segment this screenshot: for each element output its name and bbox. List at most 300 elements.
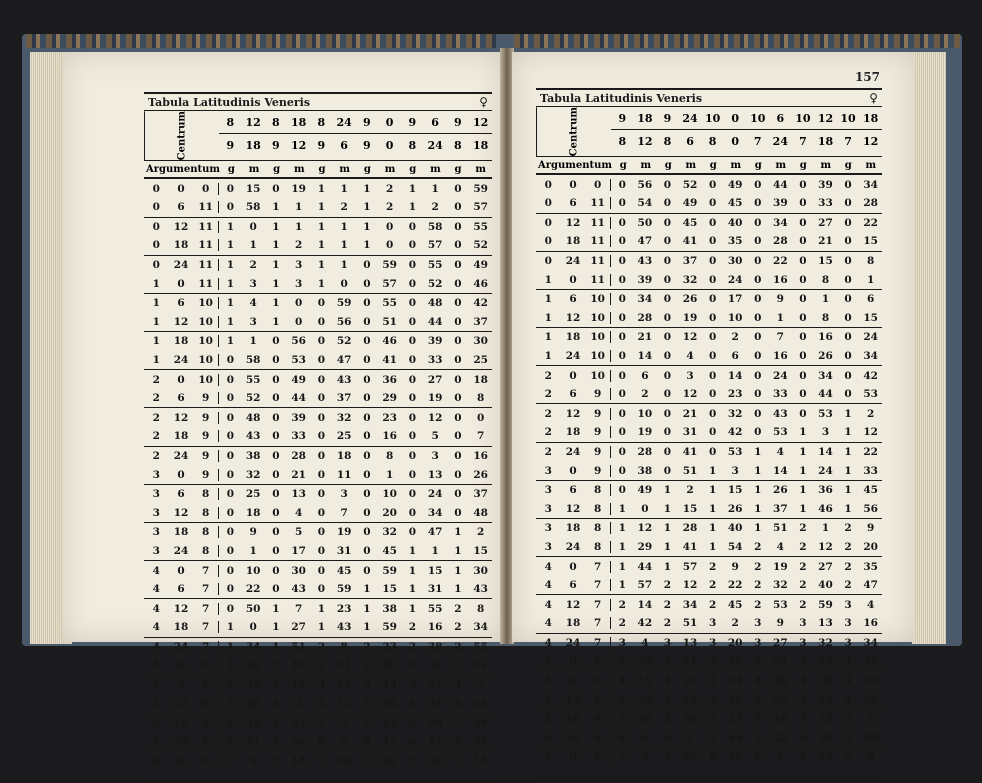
table-cell: 5 — [708, 713, 717, 726]
table-cell: 3 — [799, 655, 807, 668]
table-cell: 0 — [272, 506, 280, 519]
table-cell: 0 — [708, 178, 717, 191]
argument-value: 0 — [177, 659, 185, 672]
value-cells — [219, 335, 492, 347]
table-cell: 36 — [818, 484, 833, 497]
table-cell: 3 — [408, 679, 417, 692]
table-cell: 0 — [385, 220, 394, 233]
argument-cell — [536, 312, 611, 324]
table-row — [144, 370, 492, 389]
table-cell: 0 — [618, 349, 626, 362]
table-cell: 55 — [245, 373, 261, 386]
table-cell: 34 — [818, 369, 833, 382]
argument-value: 5 — [544, 693, 552, 706]
argument-value: 5 — [544, 731, 552, 744]
table-cell: 1 — [754, 484, 762, 497]
table-cell: 0 — [799, 293, 807, 306]
value-cells — [611, 579, 882, 591]
table-cell: 48 — [245, 697, 261, 710]
table-cell: 0 — [363, 411, 371, 424]
argument-value: 9 — [594, 445, 602, 458]
argument-value: 1 — [152, 315, 160, 328]
argument-value: 24 — [565, 255, 581, 268]
argument-label: Argumentum — [146, 163, 220, 175]
table-cell: 55 — [245, 679, 261, 692]
table-cell: 0 — [363, 564, 371, 577]
table-cell: 1 — [408, 182, 417, 195]
unit-label: m — [685, 159, 697, 171]
table-cell: 1 — [226, 335, 235, 348]
table-cell: 1 — [799, 464, 807, 477]
table-cell: 22 — [473, 659, 488, 672]
table-cell: 4 — [294, 506, 303, 519]
table-cell: 1 — [272, 201, 280, 214]
table-row — [144, 256, 492, 275]
unit-label: m — [475, 163, 487, 175]
table-cell: 1 — [708, 484, 717, 497]
table-cell: 56 — [818, 655, 833, 668]
table-cell: 0 — [708, 273, 717, 286]
table-cell: 53 — [637, 693, 653, 706]
table-cell: 26 — [682, 293, 698, 306]
argument-value: 6 — [569, 484, 577, 497]
argument-cell — [536, 255, 611, 267]
table-row — [144, 485, 492, 504]
table-cell: 43 — [637, 255, 653, 268]
table-cell: 0 — [408, 411, 417, 424]
value-cells — [611, 408, 882, 420]
table-cell: 1 — [799, 426, 807, 439]
table-cell: 5 — [708, 731, 717, 744]
argument-value: 10 — [590, 293, 605, 306]
value-cells — [219, 698, 492, 710]
table-cell: 0 — [454, 315, 462, 328]
table-cell: 0 — [226, 373, 235, 386]
table-row — [536, 194, 882, 214]
argument-value: 6 — [594, 751, 602, 764]
centrum-cell: 12 — [817, 111, 834, 125]
argument-value: 8 — [202, 544, 210, 557]
table-cell: 4 — [454, 679, 462, 692]
table-cell: 16 — [473, 449, 488, 462]
argument-value: 4 — [544, 579, 552, 592]
table-row — [536, 710, 882, 729]
centrum-row — [611, 107, 882, 129]
table-cell: 3 — [708, 636, 717, 649]
table-row — [536, 499, 882, 519]
table-cell: 1 — [408, 564, 417, 577]
table-cell: 1 — [844, 426, 852, 439]
argument-value: 24 — [565, 636, 581, 649]
argument-value: 5 — [152, 717, 160, 730]
table-cell: 53 — [818, 407, 833, 420]
table-cell: 24 — [773, 369, 788, 382]
argument-cell — [536, 579, 611, 591]
table-cell: 7 — [776, 331, 784, 344]
table-cell: 0 — [754, 349, 762, 362]
argument-cell — [144, 621, 219, 633]
table-row — [536, 443, 882, 462]
table-cell: 1 — [272, 315, 280, 328]
table-cell: 0 — [663, 388, 672, 401]
table-cell: 7 — [408, 755, 417, 768]
centrum-rows — [219, 111, 492, 160]
table-cell: 1 — [618, 579, 626, 592]
table-cell: 48 — [427, 297, 443, 310]
table-cell: 50 — [245, 602, 261, 615]
table-cell: 46 — [818, 502, 833, 515]
table-cell: 2 — [317, 640, 326, 653]
table-cell: 1 — [454, 544, 462, 557]
argument-cell — [144, 469, 219, 481]
argument-cell — [144, 488, 219, 500]
value-cells — [219, 278, 492, 290]
table-cell: 38 — [637, 464, 653, 477]
table-cell: 0 — [618, 426, 626, 439]
table-cell: 0 — [317, 392, 326, 405]
marbled-board-right — [514, 34, 960, 48]
table-row — [144, 599, 492, 618]
table-cell: 35 — [727, 235, 743, 248]
value-cells — [611, 713, 882, 725]
argument-value: 3 — [152, 468, 160, 481]
table-cell: 0 — [754, 426, 762, 439]
table-row — [144, 752, 492, 771]
table-cell: 1 — [618, 560, 626, 573]
table-cell: 32 — [727, 407, 743, 420]
table-cell: 13 — [818, 617, 833, 630]
table-cell: 59 — [818, 598, 833, 611]
centrum-cell: 9 — [408, 115, 417, 129]
argument-value: 11 — [198, 259, 213, 272]
table-cell: 0 — [799, 388, 807, 401]
argument-value: 24 — [565, 540, 581, 553]
argument-value: 24 — [565, 349, 581, 362]
argument-value: 11 — [590, 235, 605, 248]
argument-value: 8 — [594, 540, 602, 553]
table-cell: 2 — [754, 560, 762, 573]
table-cell: 1 — [844, 464, 852, 477]
table-cell: 20 — [336, 755, 352, 768]
unit-label: g — [273, 163, 281, 175]
unit-label: g — [709, 159, 717, 171]
table-cell: 0 — [363, 430, 371, 443]
table-cell: 7 — [340, 506, 348, 519]
table-cell: 1 — [226, 259, 235, 272]
value-cells — [611, 274, 882, 286]
table-cell: 3 — [754, 636, 762, 649]
argument-cell — [144, 316, 219, 328]
table-cell: 0 — [618, 235, 626, 248]
table-cell: 0 — [317, 583, 326, 596]
argument-cell — [144, 183, 219, 195]
argument-value: 8 — [202, 506, 210, 519]
table-cell: 14 — [291, 755, 306, 768]
table-cell: 1 — [363, 602, 371, 615]
table-cell: 1 — [754, 502, 762, 515]
value-cells — [219, 412, 492, 424]
table-cell: 0 — [799, 369, 807, 382]
table-cell: 3 — [844, 598, 852, 611]
table-cell: 37 — [473, 488, 488, 501]
table-cell: 6 — [454, 735, 462, 748]
centrum-cell: 12 — [862, 134, 879, 148]
argument-value: 6 — [202, 735, 210, 748]
argument-value: 6 — [177, 679, 185, 692]
table-row — [536, 461, 882, 481]
argument-value: 9 — [202, 430, 210, 443]
table-cell: 28 — [727, 751, 743, 764]
table-cell: 2 — [454, 640, 462, 653]
table-cell: 1 — [821, 522, 830, 535]
table-row — [144, 656, 492, 676]
centrum-cell: 0 — [731, 134, 739, 148]
argument-value: 4 — [544, 617, 552, 630]
table-cell: 1 — [754, 522, 762, 535]
table-cell: 14 — [637, 598, 653, 611]
table-cell: 0 — [754, 331, 762, 344]
table-cell: 0 — [272, 468, 280, 481]
argument-value: 0 — [152, 182, 160, 195]
value-cells — [611, 484, 882, 496]
table-cell: 0 — [317, 373, 326, 386]
table-cell: 2 — [663, 598, 672, 611]
table-cell: 34 — [818, 731, 833, 744]
argument-value: 6 — [594, 655, 602, 668]
argument-cell — [144, 659, 219, 671]
argument-cell — [144, 335, 219, 347]
table-cell: 48 — [245, 411, 261, 424]
table-cell: 50 — [637, 216, 653, 229]
table-row — [536, 385, 882, 405]
value-cells — [611, 561, 882, 573]
table-cell: 32 — [818, 636, 833, 649]
argument-cell — [144, 736, 219, 748]
table-cell: 50 — [382, 659, 397, 672]
table-cell: 26 — [727, 502, 743, 515]
table-cell: 2 — [226, 679, 235, 692]
argument-value: 11 — [198, 277, 213, 290]
centrum-cell: 0 — [385, 115, 394, 129]
table-cell: 7 — [294, 602, 303, 615]
value-cells — [611, 426, 882, 438]
argument-value: 12 — [173, 411, 189, 424]
table-cell: 22 — [863, 445, 878, 458]
table-cell: 12 — [682, 388, 698, 401]
table-cell: 4 — [708, 675, 717, 688]
table-cell: 0 — [663, 235, 672, 248]
table-cell: 53 — [727, 445, 743, 458]
table-cell: 47 — [336, 353, 352, 366]
table-cell: 52 — [427, 277, 443, 290]
table-cell: 19 — [291, 182, 306, 195]
centrum-cell: 8 — [272, 115, 280, 129]
centrum-cell: 8 — [408, 138, 417, 152]
argument-value: 0 — [544, 216, 552, 229]
table-cell: 1 — [340, 220, 348, 233]
table-cell: 0 — [272, 488, 280, 501]
value-cells — [611, 446, 882, 458]
table-cell: 0 — [708, 255, 717, 268]
table-cell: 4 — [454, 697, 462, 710]
value-cells — [219, 545, 492, 557]
table-cell: 1 — [431, 544, 439, 557]
table-cell: 3 — [708, 655, 717, 668]
table-cell: 1 — [272, 297, 280, 310]
argument-value: 3 — [544, 502, 552, 515]
value-cells — [611, 370, 882, 382]
table-cell: 23 — [336, 602, 352, 615]
table-cell: 32 — [245, 468, 261, 481]
table-cell: 55 — [473, 640, 488, 653]
argument-value: 24 — [173, 449, 189, 462]
table-cell: 0 — [317, 353, 326, 366]
table-cell: 59 — [336, 583, 352, 596]
table-cell: 6 — [408, 735, 417, 748]
argument-cell — [536, 197, 611, 209]
table-cell: 57 — [682, 560, 698, 573]
table-cell: 39 — [637, 273, 653, 286]
table-cell: 16 — [818, 331, 833, 344]
centrum-cell: 12 — [472, 115, 489, 129]
argument-value: 18 — [565, 713, 581, 726]
value-cells — [219, 621, 492, 633]
table-cell: 44 — [291, 392, 306, 405]
table-cell: 58 — [682, 693, 698, 706]
argument-value: 18 — [565, 426, 581, 439]
table-row — [536, 729, 882, 749]
table-cell: 58 — [427, 220, 443, 233]
table-cell: 30 — [473, 335, 488, 348]
table-cell: 34 — [863, 636, 878, 649]
value-cells — [219, 565, 492, 577]
table-cell: 3 — [663, 655, 672, 668]
centrum-cell: 8 — [317, 115, 326, 129]
argument-value: 9 — [594, 407, 602, 420]
table-title: Tabula Latitudinis Veneris — [540, 91, 703, 105]
value-cells — [611, 197, 882, 209]
table-cell: 59 — [727, 693, 743, 706]
table-cell: 4 — [799, 675, 807, 688]
table-cell: 46 — [382, 335, 397, 348]
marbled-board-left — [26, 34, 496, 48]
table-cell: 40 — [818, 579, 833, 592]
table-row — [144, 198, 492, 218]
bottom-rule — [536, 777, 882, 779]
table-cell: 2 — [340, 201, 348, 214]
table-cell: 43 — [291, 583, 306, 596]
table-cell: 0 — [408, 277, 417, 290]
table-cell: 33 — [818, 197, 833, 210]
argument-value: 6 — [202, 659, 210, 672]
table-cell: 17 — [727, 293, 743, 306]
argument-value: 9 — [594, 464, 602, 477]
argument-value: 6 — [594, 675, 602, 688]
table-cell: 0 — [844, 255, 852, 268]
table-cell: 28 — [682, 713, 698, 726]
latitude-table-right — [536, 88, 882, 779]
value-cells — [611, 179, 882, 191]
argument-value: 10 — [590, 311, 605, 324]
unit-label: g — [754, 159, 762, 171]
table-cell: 34 — [863, 349, 878, 362]
table-cell: 0 — [317, 430, 326, 443]
table-cell: 6 — [618, 731, 626, 744]
table-cell: 0 — [754, 197, 762, 210]
table-cell: 28 — [818, 675, 833, 688]
table-cell: 1 — [708, 464, 717, 477]
table-cell: 34 — [682, 598, 698, 611]
table-cell: 0 — [754, 388, 762, 401]
table-cell: 6 — [431, 659, 439, 672]
table-title-row — [536, 88, 882, 107]
centrum-cell: 10 — [840, 111, 856, 125]
argument-value: 1 — [544, 331, 552, 344]
table-cell: 6 — [363, 735, 371, 748]
argument-cell — [536, 751, 611, 763]
table-cell: 44 — [818, 388, 833, 401]
table-cell: 7 — [454, 755, 462, 768]
argument-value: 2 — [152, 449, 160, 462]
argument-value: 10 — [590, 349, 605, 362]
centrum-cell: 12 — [290, 138, 307, 152]
table-cell: 22 — [382, 755, 397, 768]
argument-value: 5 — [152, 679, 160, 692]
value-cells — [219, 183, 492, 195]
table-cell: 0 — [663, 311, 672, 324]
table-cell: 57 — [863, 655, 878, 668]
table-cell: 5 — [754, 713, 762, 726]
table-cell: 37 — [336, 392, 352, 405]
argument-value: 1 — [152, 353, 160, 366]
argument-value: 0 — [177, 468, 185, 481]
table-cell: 23 — [382, 640, 397, 653]
table-row — [144, 274, 492, 294]
argument-value: 12 — [565, 502, 581, 515]
table-cell: 2 — [844, 540, 852, 553]
argument-value: 0 — [177, 755, 185, 768]
argument-value: 18 — [565, 617, 581, 630]
table-cell: 15 — [727, 484, 743, 497]
table-cell: 0 — [844, 273, 852, 286]
value-cells — [219, 659, 492, 671]
table-cell: 42 — [863, 369, 878, 382]
table-cell: 0 — [799, 216, 807, 229]
table-cell: 5 — [799, 751, 807, 764]
table-cell: 1 — [294, 220, 303, 233]
argument-value: 3 — [152, 526, 160, 539]
argument-cell — [536, 388, 611, 400]
argument-value: 7 — [594, 579, 602, 592]
table-cell: 5 — [294, 526, 303, 539]
argument-value: 8 — [594, 484, 602, 497]
table-cell: 0 — [272, 526, 280, 539]
table-cell: 53 — [773, 598, 788, 611]
table-cell: 4 — [618, 675, 626, 688]
table-cell: 52 — [245, 392, 261, 405]
argument-value: 11 — [198, 220, 213, 233]
table-cell: 15 — [382, 583, 397, 596]
table-cell: 1 — [363, 220, 371, 233]
table-cell: 3 — [317, 679, 326, 692]
table-cell: 49 — [637, 484, 653, 497]
centrum-cell: 24 — [772, 134, 788, 148]
table-cell: 6 — [866, 293, 875, 306]
table-cell: 55 — [382, 297, 397, 310]
value-cells — [219, 259, 492, 271]
table-body — [144, 179, 492, 770]
argument-value: 2 — [544, 388, 552, 401]
